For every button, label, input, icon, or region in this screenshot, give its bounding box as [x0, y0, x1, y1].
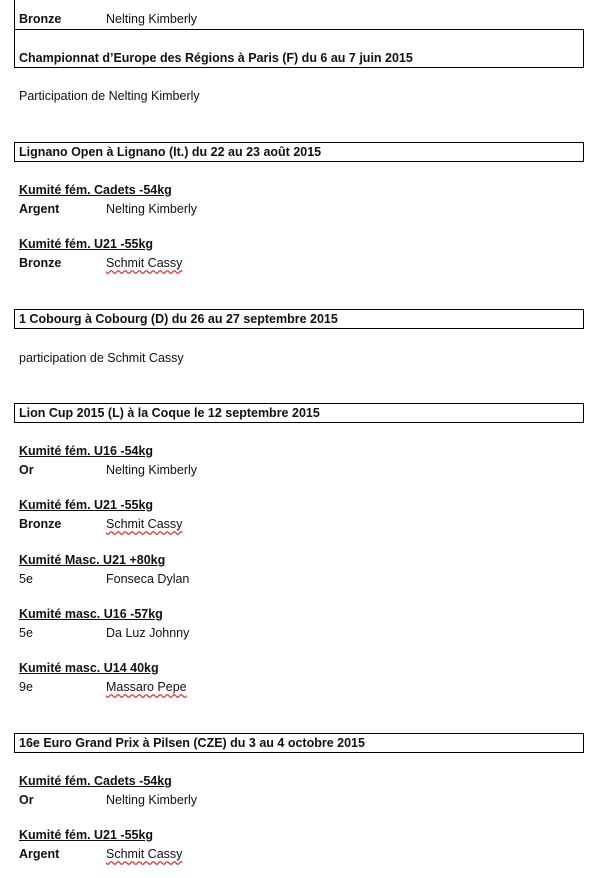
- rank-label: Or: [19, 793, 34, 807]
- athlete-name: Nelting Kimberly: [106, 463, 198, 477]
- section-title: 16e Euro Grand Prix à Pilsen (CZE) du 3 au 4 octobre 2015: [19, 736, 365, 750]
- category-heading: Kumité fém. U21 -55kg: [19, 828, 154, 842]
- athlete-name: Nelting Kimberly: [106, 793, 198, 807]
- athlete-name: Massaro Pepe: [106, 680, 187, 694]
- section-title: Lion Cup 2015 (L) à la Coque le 12 septembre 2015: [19, 406, 320, 420]
- section-title: Championnat d’Europe des Régions à Paris (F) du 6 au 7 juin 2015: [19, 51, 413, 65]
- category-heading: Kumité fém. U21 -55kg: [19, 237, 154, 251]
- rank-label: Bronze: [19, 12, 62, 26]
- athlete-name: Nelting Kimberly: [106, 202, 198, 216]
- section-title-box: [14, 309, 584, 329]
- participation-text: participation de Schmit Cassy: [19, 351, 184, 365]
- rank-label: Argent: [19, 202, 60, 216]
- athlete-name: Schmit Cassy: [106, 256, 183, 270]
- athlete-name: Schmit Cassy: [106, 517, 183, 531]
- category-heading: Kumité fém. Cadets -54kg: [19, 183, 172, 197]
- category-heading: Kumité Masc. U21 +80kg: [19, 553, 166, 567]
- category-heading: Kumité fém. U16 -54kg: [19, 444, 154, 458]
- category-heading: Kumité masc. U16 -57kg: [19, 607, 163, 621]
- rank-label: Bronze: [19, 256, 62, 270]
- athlete-name: Schmit Cassy: [106, 847, 183, 861]
- section-title: Lignano Open à Lignano (It.) du 22 au 23 août 2015: [19, 145, 322, 159]
- box-left-edge: [14, 0, 15, 30]
- rank-label: 5e: [19, 626, 33, 640]
- rank-label: Or: [19, 463, 34, 477]
- rank-label: 5e: [19, 572, 33, 586]
- section-title-box: [14, 29, 584, 68]
- section-title-box: [14, 142, 584, 162]
- section-title-box: [14, 733, 584, 753]
- category-heading: Kumité fém. Cadets -54kg: [19, 774, 172, 788]
- athlete-name: Fonseca Dylan: [106, 572, 190, 586]
- section-title: 1 Cobourg à Cobourg (D) du 26 au 27 septembre 2015: [19, 312, 338, 326]
- rank-label: Bronze: [19, 517, 62, 531]
- section-title-box: [14, 403, 584, 423]
- athlete-name: Nelting Kimberly: [106, 12, 198, 26]
- participation-text: Participation de Nelting Kimberly: [19, 89, 200, 103]
- category-heading: Kumité fém. U21 -55kg: [19, 498, 154, 512]
- athlete-name: Da Luz Johnny: [106, 626, 190, 640]
- rank-label: 9e: [19, 680, 33, 694]
- category-heading: Kumité masc. U14 40kg: [19, 661, 159, 675]
- rank-label: Argent: [19, 847, 60, 861]
